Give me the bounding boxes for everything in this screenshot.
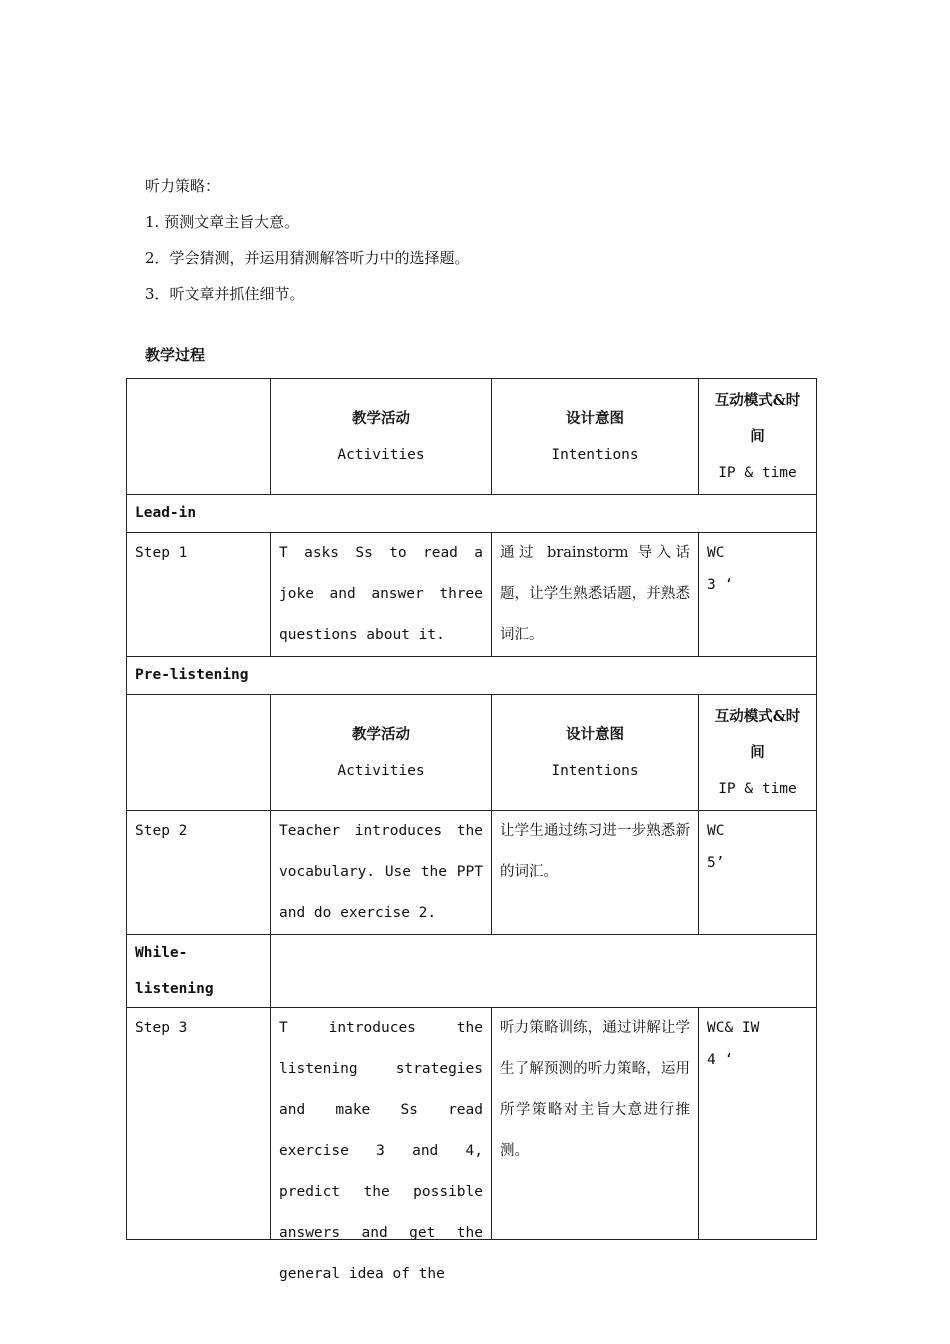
step-1-intention: 通过 brainstorm 导入话题，让学生熟悉话题，并熟悉词汇。 <box>492 533 699 657</box>
step-2-label: Step 2 <box>127 811 271 935</box>
table-row-step-1 <box>127 533 817 657</box>
process-title: 教学过程 <box>145 346 206 364</box>
header-intentions-en: Intentions <box>551 446 639 463</box>
header-mode-en: IP & time <box>718 464 797 481</box>
step-3-activity-text: T introduces the listening strategies and make Ss read exercise 3 and 4, predict the possible answers and get the general idea of the <box>279 1020 483 1282</box>
step-2-intention: 让学生通过练习进一步熟悉新的词汇。 <box>492 811 699 935</box>
step-3-mode-cell <box>699 1008 817 1240</box>
step-1-mode: WC <box>707 545 725 561</box>
step-3-time: 4 ‘ <box>707 1052 734 1068</box>
step-1-time: 3 ‘ <box>707 577 734 593</box>
header-activities-en: Activities <box>337 446 425 463</box>
step-1-label: Step 1 <box>127 533 271 657</box>
header-mode <box>699 695 817 811</box>
header-activities-zh: 教学活动 <box>352 409 410 427</box>
header-intentions <box>492 379 699 495</box>
header-intentions-en: Intentions <box>551 762 639 779</box>
section-prelistening: Pre-listening <box>127 657 817 695</box>
header-intentions-zh: 设计意图 <box>566 409 624 427</box>
header-activities-zh: 教学活动 <box>352 725 410 743</box>
header-mode-zh-2: 间 <box>750 743 765 761</box>
header-intentions-zh: 设计意图 <box>566 725 624 743</box>
header-mode-zh-2: 间 <box>750 427 765 445</box>
header-mode-en: IP & time <box>718 780 797 797</box>
strategy-item-3: 3．听文章并抓住细节。 <box>145 285 305 303</box>
header-empty-cell <box>127 379 271 495</box>
step-2-activity: Teacher introduces the vocabulary. Use the PPT and do exercise 2. <box>271 811 492 935</box>
section-row-whilelistening <box>127 935 817 1008</box>
step-3-intention: 听力策略训练，通过讲解让学生了解预测的听力策略，运用所学策略对主旨大意进行推测。 <box>492 1008 699 1240</box>
header-mode-zh-1: 互动模式&时 <box>714 391 801 409</box>
step-2-mode: WC <box>707 823 725 839</box>
header-intentions <box>492 695 699 811</box>
strategy-item-1: 1. 预测文章主旨大意。 <box>145 213 300 231</box>
header-empty-cell <box>127 695 271 811</box>
table-header-row <box>127 379 817 495</box>
section-row-leadin <box>127 495 817 533</box>
step-2-time: 5’ <box>707 855 725 871</box>
header-mode <box>699 379 817 495</box>
header-activities-en: Activities <box>337 762 425 779</box>
header-mode-zh-1: 互动模式&时 <box>714 707 801 725</box>
step-3-label: Step 3 <box>127 1008 271 1240</box>
section-row-prelistening <box>127 657 817 695</box>
table-row-step-2 <box>127 811 817 935</box>
strategies-title: 听力策略： <box>145 177 221 195</box>
teaching-process-table <box>126 378 817 1282</box>
step-2-mode-cell <box>699 811 817 935</box>
section-whilelistening-empty <box>271 935 817 1008</box>
strategy-item-2: 2．学会猜测，并运用猜测解答听力中的选择题。 <box>145 249 470 267</box>
section-whilelistening: While-listening <box>127 935 271 1008</box>
table-header-row-2 <box>127 695 817 811</box>
header-activities <box>271 695 492 811</box>
step-1-activity: T asks Ss to read a joke and answer three questions about it. <box>271 533 492 657</box>
table-row-step-3 <box>127 1008 817 1240</box>
step-1-mode-cell <box>699 533 817 657</box>
step-3-mode: WC& IW <box>707 1020 760 1036</box>
header-activities <box>271 379 492 495</box>
section-leadin: Lead-in <box>127 495 817 533</box>
step-3-activity <box>271 1008 492 1282</box>
